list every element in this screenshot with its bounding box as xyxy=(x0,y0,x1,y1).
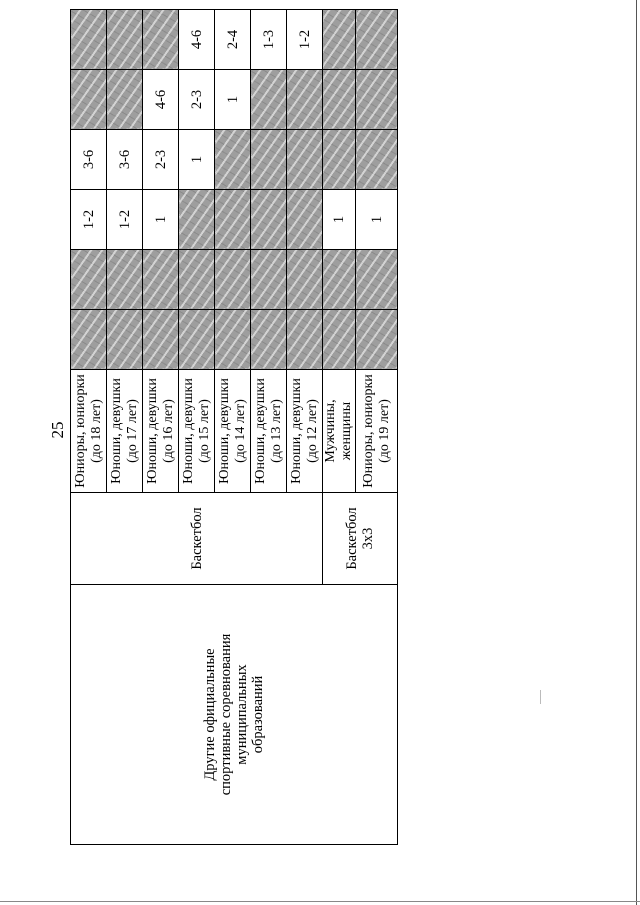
category-line: Юноши, девушки xyxy=(252,378,268,484)
sport-cell-basketball-3x3: Баскетбол 3х3 xyxy=(323,493,398,585)
category-cell xyxy=(71,370,107,493)
category-line: (до 14 лет) xyxy=(232,399,248,463)
value-cell xyxy=(71,70,107,130)
value-cell: 1-2 xyxy=(107,190,143,250)
value-cell: 2-3 xyxy=(143,130,179,190)
category-line: Юниоры, юниорки xyxy=(360,374,376,488)
value-cell: 2-4 xyxy=(215,10,251,70)
value-cell xyxy=(323,310,356,370)
value-cell: 1 xyxy=(323,190,356,250)
value-cell xyxy=(215,250,251,310)
scan-edge-bottom xyxy=(0,901,640,902)
value-cell: 3-6 xyxy=(107,130,143,190)
category-cell xyxy=(356,370,398,493)
category-line: (до 17 лет) xyxy=(124,399,140,463)
category-line: (до 19 лет) xyxy=(376,399,392,463)
value-cell xyxy=(287,190,323,250)
value-cell xyxy=(71,10,107,70)
value-cell xyxy=(356,70,398,130)
value-cell: 1-2 xyxy=(71,190,107,250)
value-cell xyxy=(179,190,215,250)
value-cell xyxy=(251,70,287,130)
value-cell xyxy=(356,130,398,190)
value-cell xyxy=(215,310,251,370)
category-cell xyxy=(179,370,215,493)
category-line: (до 15 лет) xyxy=(196,399,212,463)
value-cell: 1 xyxy=(215,70,251,130)
category-cell xyxy=(287,370,323,493)
category-cell xyxy=(215,370,251,493)
value-cell xyxy=(287,70,323,130)
value-cell xyxy=(356,10,398,70)
category-line: Юноши, девушки xyxy=(216,378,232,484)
value-cell: 1-3 xyxy=(251,10,287,70)
value-cell: 1-2 xyxy=(287,10,323,70)
sport-cell-basketball: Баскетбол xyxy=(71,493,323,585)
section-title-line: муниципальных xyxy=(234,664,250,765)
value-cell xyxy=(287,130,323,190)
value-cell: 1 xyxy=(179,130,215,190)
value-cell xyxy=(107,10,143,70)
value-cell: 4-6 xyxy=(143,70,179,130)
value-cell xyxy=(323,250,356,310)
scan-edge-right xyxy=(636,0,637,905)
value-cell xyxy=(356,310,398,370)
value-cell xyxy=(107,250,143,310)
value-cell xyxy=(215,130,251,190)
category-line: Юноши, девушки xyxy=(180,378,196,484)
value-cell xyxy=(251,250,287,310)
category-cell xyxy=(251,370,287,493)
value-cell xyxy=(107,70,143,130)
value-cell: 3-6 xyxy=(71,130,107,190)
section-title-line: Другие официальные xyxy=(202,648,218,781)
value-cell xyxy=(107,310,143,370)
value-cell xyxy=(215,190,251,250)
value-cell xyxy=(323,70,356,130)
category-line: Юноши, девушки xyxy=(288,378,304,484)
value-cell xyxy=(71,250,107,310)
scan-speck xyxy=(540,690,541,704)
category-line: Юноши, девушки xyxy=(108,378,124,484)
competition-table xyxy=(70,9,398,845)
category-line: (до 16 лет) xyxy=(160,399,176,463)
value-cell xyxy=(287,250,323,310)
category-line: Юниоры, юниорки xyxy=(72,374,88,488)
category-cell xyxy=(143,370,179,493)
value-cell xyxy=(143,310,179,370)
value-cell xyxy=(71,310,107,370)
value-cell xyxy=(251,190,287,250)
category-cell xyxy=(107,370,143,493)
value-cell xyxy=(356,250,398,310)
value-cell xyxy=(143,250,179,310)
category-line: (до 18 лет) xyxy=(88,399,104,463)
category-line: Мужчины, женщины xyxy=(323,399,354,463)
section-title-cell xyxy=(71,585,398,845)
value-cell xyxy=(287,310,323,370)
category-line: (до 13 лет) xyxy=(268,399,284,463)
section-title-line: спортивные соревнования xyxy=(218,633,234,796)
rotated-content xyxy=(48,29,392,845)
value-cell: 1 xyxy=(143,190,179,250)
value-cell xyxy=(251,130,287,190)
value-cell: 4-6 xyxy=(179,10,215,70)
table-row xyxy=(71,10,107,845)
category-line: Юноши, девушки xyxy=(144,378,160,484)
category-line: (до 12 лет) xyxy=(304,399,320,463)
value-cell xyxy=(179,250,215,310)
category-cell xyxy=(323,370,356,493)
value-cell: 2-3 xyxy=(179,70,215,130)
value-cell xyxy=(143,10,179,70)
page-number: 25 xyxy=(48,421,67,439)
value-cell xyxy=(179,310,215,370)
value-cell: 1 xyxy=(356,190,398,250)
value-cell xyxy=(251,310,287,370)
section-title-line: образований xyxy=(250,675,266,754)
value-cell xyxy=(323,10,356,70)
value-cell xyxy=(323,130,356,190)
